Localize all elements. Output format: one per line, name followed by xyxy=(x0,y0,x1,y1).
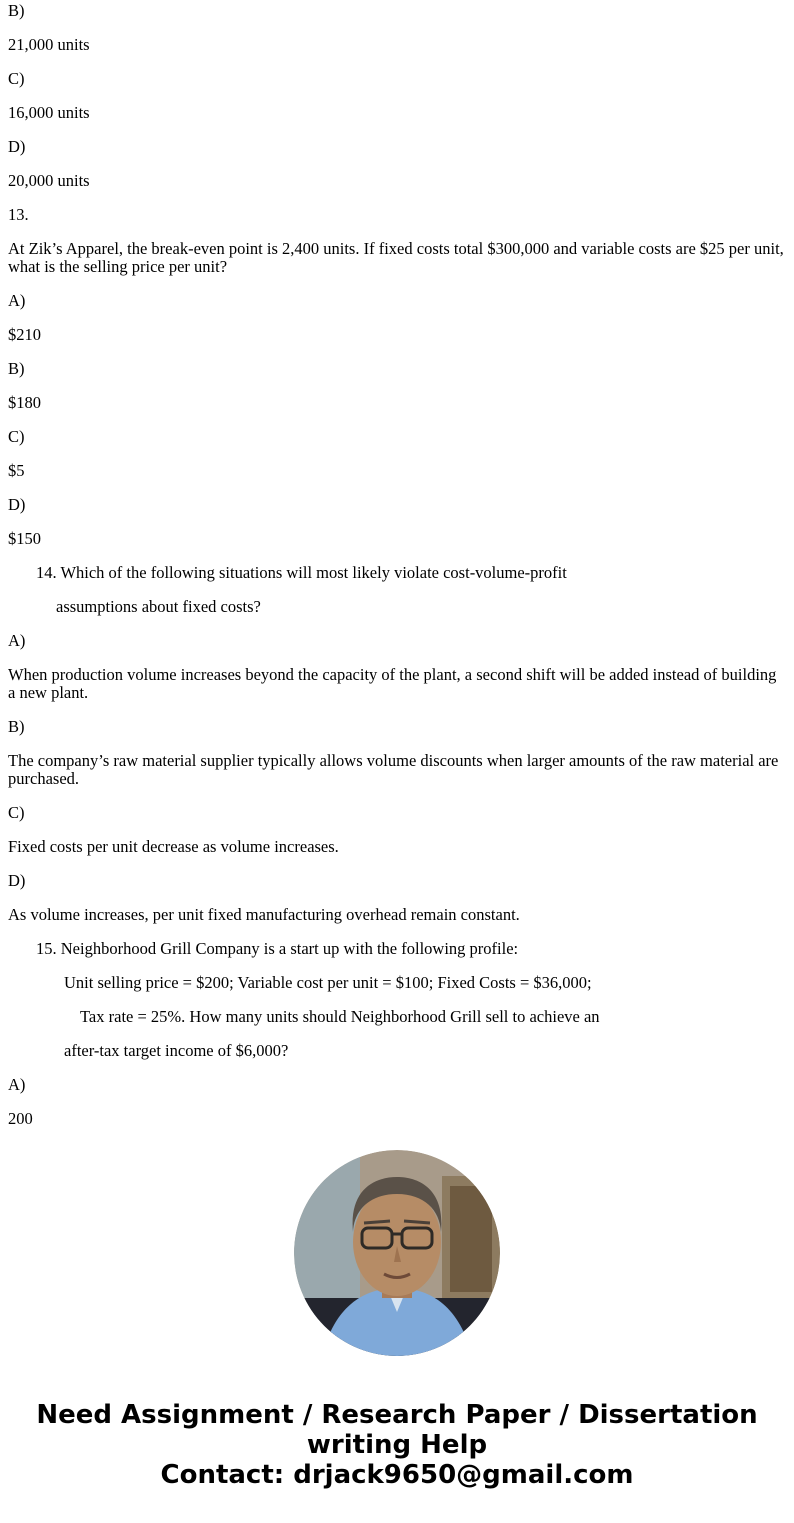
document-line: At Zik’s Apparel, the break-even point is 2,400 units. If fixed costs total $300,000 and variable costs are $25 per unit, what is the selling price per unit? xyxy=(8,239,784,276)
document-line: D) xyxy=(8,495,26,514)
footer xyxy=(0,1400,794,1490)
document-line: C) xyxy=(8,69,25,88)
document-line: Fixed costs per unit decrease as volume increases. xyxy=(8,837,339,856)
document-line: A) xyxy=(8,631,26,650)
document-line: A) xyxy=(8,291,26,310)
document-line: B) xyxy=(8,717,25,736)
document-line: D) xyxy=(8,871,26,890)
document-line: B) xyxy=(8,1,25,20)
document-line: The company’s raw material supplier typically allows volume discounts when larger amounts of the raw material are purchased. xyxy=(8,751,779,788)
document-line: $180 xyxy=(8,393,41,412)
document-line: $210 xyxy=(8,325,41,344)
avatar xyxy=(294,1150,500,1356)
document-line: B) xyxy=(8,359,25,378)
document-line: after-tax target income of $6,000? xyxy=(64,1041,289,1060)
document-line: 14. Which of the following situations will most likely violate cost-volume-profit xyxy=(36,563,567,582)
document-line: $150 xyxy=(8,529,41,548)
document-line: As volume increases, per unit fixed manufacturing overhead remain constant. xyxy=(8,905,520,924)
tutor-photo-image xyxy=(294,1150,500,1356)
document-line: Unit selling price = $200; Variable cost per unit = $100; Fixed Costs = $36,000; xyxy=(64,973,592,992)
document-line: Tax rate = 25%. How many units should Neighborhood Grill sell to achieve an xyxy=(80,1007,600,1026)
document-line: 15. Neighborhood Grill Company is a start up with the following profile: xyxy=(36,939,519,958)
document-line: $5 xyxy=(8,461,25,480)
document-line: 21,000 units xyxy=(8,35,90,54)
document-line: 16,000 units xyxy=(8,103,90,122)
footer-heading-line2: writing Help xyxy=(306,1430,488,1460)
document-line: A) xyxy=(8,1075,26,1094)
document-line: C) xyxy=(8,803,25,822)
footer-contact: Contact: drjack9650@gmail.com xyxy=(160,1460,634,1490)
document-line: When production volume increases beyond the capacity of the plant, a second shift will be added instead of building a new plant. xyxy=(8,665,777,702)
document-line: 20,000 units xyxy=(8,171,90,190)
document-line: assumptions about fixed costs? xyxy=(56,597,261,616)
document-line: 200 xyxy=(8,1109,33,1125)
document-line: C) xyxy=(8,427,25,446)
document-line: D) xyxy=(8,137,26,156)
document-line: 13. xyxy=(8,205,29,224)
footer-heading-line1: Need Assignment / Research Paper / Dissertation xyxy=(36,1400,758,1430)
